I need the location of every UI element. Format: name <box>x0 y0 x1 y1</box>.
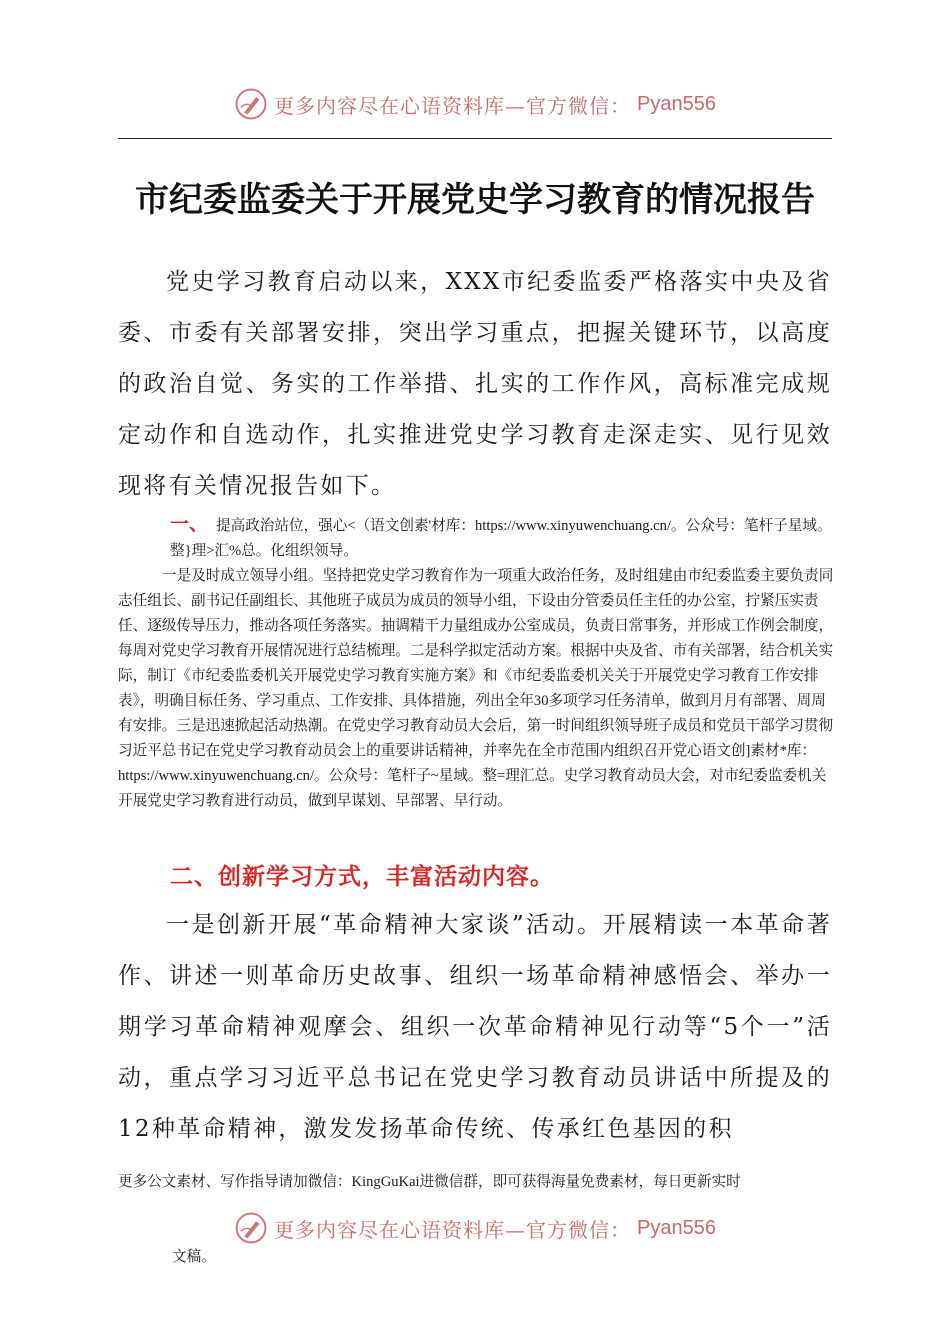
section-1-heading-text: 提高政治站位，强心<（语文创素'材库：https://www.xinyuwenchuang.cn/。公众号：笔杆子星域。整}理>汇%总。化组织领导。 <box>170 518 832 559</box>
intro-paragraph: 党史学习教育启动以来，XXX市纪委监委严格落实中央及省委、市委有关部署安排，突出学习重点，把握关键环节，以高度的政治自觉、务实的工作举措、扎实的工作作风，高标准完成规定动作和自选动作，扎实推进党史学习教育走深走实、见行见效现将有关情况报告如下。 <box>118 269 832 499</box>
footer-watermark <box>0 1208 950 1248</box>
section-2-heading: 二、创新学习方式，丰富活动内容。 <box>170 864 554 890</box>
footer-note: 更多公文素材、写作指导请加微信：KingGuKai进微信群，即可获得海量免费素材，每日更新实时 <box>118 1174 741 1190</box>
header-watermark <box>0 84 950 124</box>
pen-nib-logo-icon <box>234 1211 268 1245</box>
watermark-text: 更多内容尽在心语资料库—官方微信： <box>274 93 632 118</box>
page-title: 市纪委监委关于开展党史学习教育的情况报告 <box>135 180 815 220</box>
pen-nib-logo-icon <box>234 87 268 121</box>
footer-tail: 文稿。 <box>172 1249 216 1265</box>
watermark-id: Pyan556 <box>637 1216 716 1239</box>
header-rule <box>118 138 832 139</box>
watermark-id: Pyan556 <box>637 92 716 115</box>
section-1-heading <box>118 512 840 564</box>
section-1-body: 一是及时成立领导小组。坚持把党史学习教育作为一项重大政治任务，及时组建由市纪委监委主要负责同志任组长、副书记任副组长、其他班子成员为成员的领导小组，下设由分管委员任主任的办公室，拧紧压实责任、逐级传导压力，推动各项任务落实。抽调精干力量组成办公室成员，负责日常事务，并形成工作例会制度，每周对党史学习教育开展情况进行总结梳理。二是科学拟定活动方案。根据中央及省、市有关部署，结合机关实际，制订《市纪委监委机关开展党史学习教育实施方案》和《市纪委监委机关关于开展党史学习教育工作安排表》，明确目标任务、学习重点、工作安排、具体措施，列出全年30多项学习任务清单，做到月月有部署、周周有安排。三是迅速掀起活动热潮。在党史学习教育动员大会后，第一时间组织领导班子成员和党员干部学习贯彻习近平总书记在党史学习教育动员会上的重要讲话精神，并率先在全市范围内组织召开党心语文创]素材*库：https://www.xinyuwenchuang.cn/。公众号：笔杆子~星域。整=理汇总。史学习教育动员大会，对市纪委监委机关开展党史学习教育进行动员，做到早谋划、早部署、早行动。 <box>118 568 834 809</box>
section-1-number: 一、 <box>170 514 209 535</box>
watermark-text: 更多内容尽在心语资料库—官方微信： <box>274 1217 632 1242</box>
section-2-body: 一是创新开展“革命精神大家谈”活动。开展精读一本革命著作、讲述一则革命历史故事、组织一场革命精神感悟会、举办一期学习革命精神观摩会、组织一次革命精神见行动等“5个一”活动，重点学习习近平总书记在党史学习教育动员讲话中所提及的12种革命精神，激发发扬革命传统、传承红色基因的积 <box>118 912 832 1142</box>
section-1 <box>118 512 840 814</box>
